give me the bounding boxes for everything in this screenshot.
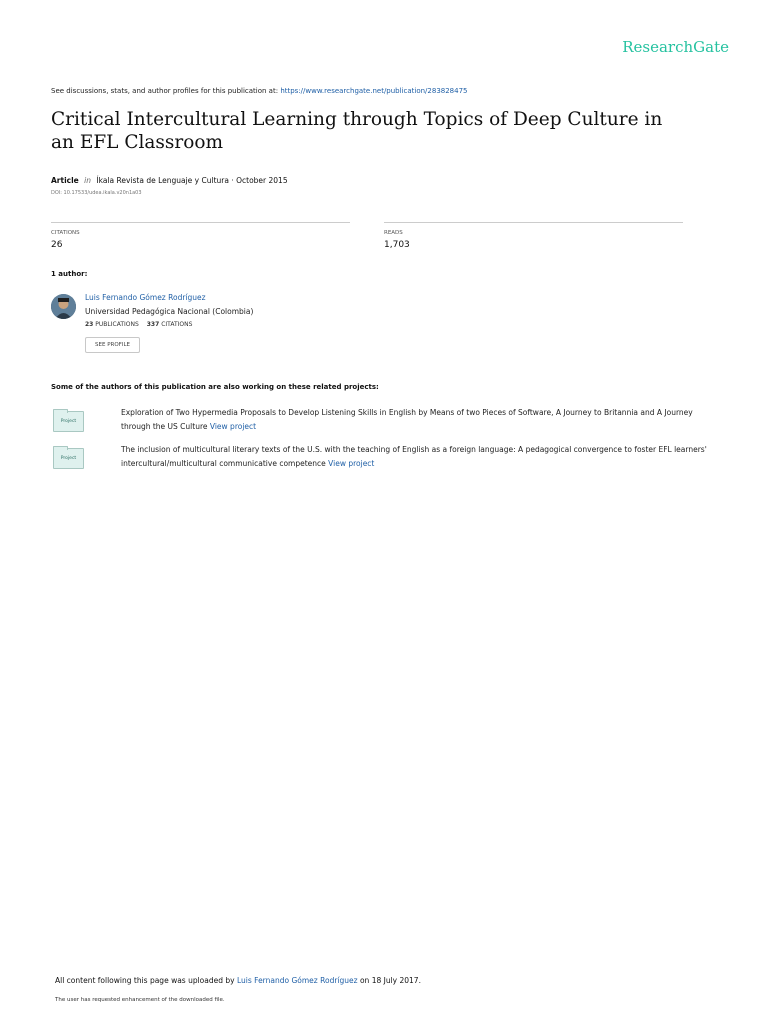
citations-divider xyxy=(51,222,350,223)
project-folder-label: Project xyxy=(60,419,77,424)
project-title: Exploration of Two Hypermedia Proposals to Develop Listening Skills in English by Means of two Pieces of Software, A Journey to Britannia and A Journey through the US Culture xyxy=(121,408,693,431)
author-name-link[interactable]: Luis Fernando Gómez Rodríguez xyxy=(85,293,206,302)
publication-kind: Article xyxy=(51,176,79,185)
related-projects-heading: Some of the authors of this publication are also working on these related projects: xyxy=(51,383,379,391)
authors-heading: 1 author: xyxy=(51,270,88,278)
author-institution: Universidad Pedagógica Nacional (Colombia) xyxy=(85,307,254,316)
article-info xyxy=(51,176,288,185)
project-folder-label: Project xyxy=(60,456,77,461)
person-icon xyxy=(51,294,76,319)
reads-divider xyxy=(384,222,683,223)
enhancement-note: The user has requested enhancement of the downloaded file. xyxy=(55,997,225,1003)
doi-text: DOI: 10.17533/udea.ikala.v20n1a03 xyxy=(51,190,142,196)
researchgate-logo[interactable]: ResearchGate xyxy=(622,38,729,56)
project-title: The inclusion of multicultural literary texts of the U.S. with the teaching of English as a foreign language: A pedagogical convergence to foster EFL learners' intercultural/multicultural communicative competence xyxy=(121,445,707,468)
see-profile-button[interactable]: SEE PROFILE xyxy=(85,337,140,353)
author-citations-count: 337 xyxy=(146,321,160,328)
view-project-link[interactable]: View project xyxy=(328,458,375,468)
publication-url-link[interactable]: https://www.researchgate.net/publication/283828475 xyxy=(280,87,468,95)
project-item xyxy=(121,406,721,433)
author-avatar[interactable] xyxy=(51,294,76,319)
upload-notice xyxy=(55,976,421,985)
reads-label: READS xyxy=(384,230,403,236)
upload-prefix: All content following this page was uploaded by xyxy=(55,976,235,985)
project-folder-icon[interactable] xyxy=(53,411,84,432)
uploader-link[interactable]: Luis Fernando Gómez Rodríguez xyxy=(236,976,358,985)
journal-date: Íkala Revista de Lenguaje y Cultura · October 2015 xyxy=(96,176,288,185)
discussion-line xyxy=(51,87,468,95)
reads-count: 1,703 xyxy=(384,240,410,250)
view-project-link[interactable]: View project xyxy=(209,421,257,431)
author-stats xyxy=(85,321,198,328)
in-word: in xyxy=(84,176,91,185)
author-publications-label: PUBLICATIONS xyxy=(95,321,139,328)
discussion-text: See discussions, stats, and author profiles for this publication at: xyxy=(51,87,279,95)
project-item xyxy=(121,443,721,470)
upload-suffix: on 18 July 2017. xyxy=(359,976,421,985)
citations-label: CITATIONS xyxy=(51,230,80,236)
project-folder-icon[interactable] xyxy=(53,448,84,469)
publication-title: Critical Intercultural Learning through Topics of Deep Culture in an EFL Classroom xyxy=(51,109,663,153)
author-citations-label: CITATIONS xyxy=(161,321,193,328)
author-publications-count: 23 xyxy=(85,321,94,328)
citations-count: 26 xyxy=(51,240,63,250)
